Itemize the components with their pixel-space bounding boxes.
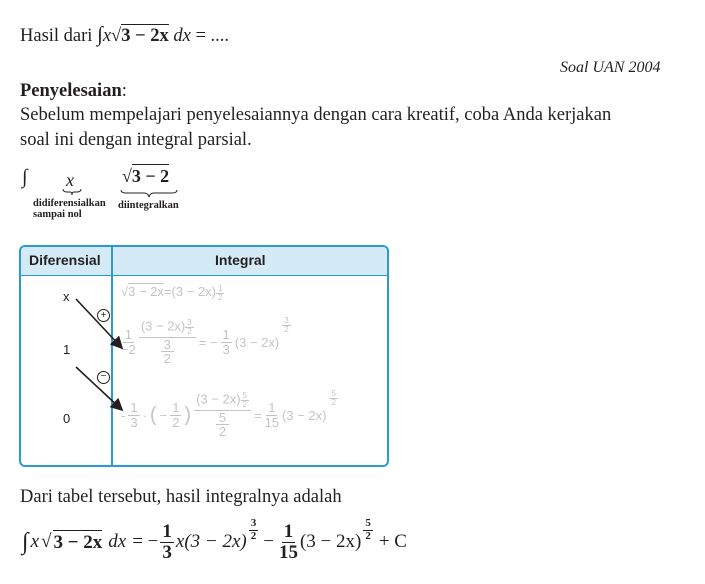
header-integral: Integral: [215, 252, 266, 268]
diff-value-1: 1: [63, 342, 71, 357]
int-row3: [121, 389, 338, 440]
dx: dx: [173, 26, 191, 46]
int-row3-b-den: 2: [172, 415, 180, 431]
problem-statement: [20, 22, 229, 48]
int-row3-tail-exp-num: 5: [331, 389, 336, 398]
int-row1-radicand: 3 − 2x: [128, 284, 164, 299]
int-row3-a: [128, 401, 139, 429]
partial-dv-radicand: 3 − 2: [131, 166, 170, 186]
final-t2-num: 1: [283, 521, 294, 542]
problem-suffix: = ....: [195, 26, 230, 46]
u-label-line2: sampai nol: [33, 209, 82, 220]
int-row2-inner-den-num: 3: [161, 338, 174, 353]
source-label: Soal UAN 2004: [560, 59, 661, 76]
int-row3-inner-den-num: 5: [216, 411, 229, 426]
int-row2-inner-den-den: 2: [163, 351, 171, 367]
final-t2-exp: [363, 518, 373, 542]
intro-line-2: soal ini dengan integral parsial.: [20, 130, 252, 150]
final-t2-den: 15: [278, 541, 298, 563]
dv-underbrace: [120, 189, 178, 198]
int-row3-inner-den: [216, 411, 229, 439]
int-row2-tail-exp-num: 3: [284, 316, 289, 325]
final-t1-coef: [160, 522, 174, 563]
int-row2-inner-exp-den: 2: [187, 327, 192, 337]
int-row1-eq: =(3 − 2x): [163, 284, 216, 299]
int-row2-tail-exp-den: 2: [284, 325, 289, 335]
int-row2-eq: = −: [198, 335, 218, 351]
int-row3-b: [170, 401, 181, 429]
final-integral-sign: ∫: [22, 528, 29, 555]
solution-colon: :: [121, 81, 127, 101]
final-t2-exp-den: 2: [365, 529, 371, 542]
partial-integral-sign: ∫: [22, 166, 28, 188]
int-row3-inner-exp-den: 2: [242, 400, 247, 410]
sqrt-symbol: √: [111, 26, 122, 46]
int-row3-inner-num-wrap: [194, 392, 251, 411]
final-t2-coef: [279, 522, 298, 563]
header-diferensial: Diferensial: [29, 252, 101, 268]
final-t1-body: x(3 − 2x): [175, 531, 247, 553]
int-row3-lparen: (: [149, 404, 157, 427]
final-sqrt-symbol: √: [41, 531, 52, 553]
final-radicand: 3 − 2x: [53, 532, 103, 554]
int-row3-a-den: 3: [130, 415, 138, 431]
int-row2-r-num: 1: [222, 327, 230, 343]
u-underbrace: [62, 188, 82, 196]
int-row2-inner-num-wrap: [139, 319, 196, 338]
int-row2: [121, 316, 291, 367]
int-row1-exp: [216, 285, 224, 303]
int-row3-result-coef: [265, 401, 279, 429]
int-row3-tail-exp-den: 2: [331, 398, 336, 408]
int-row3-r-den: 15: [264, 415, 280, 431]
final-t1-num: 1: [162, 521, 172, 542]
int-row3-tail-exp: [329, 390, 337, 408]
solution-heading-text: Penyelesaian: [20, 81, 122, 101]
int-row3-rparen: ): [184, 404, 192, 427]
int-row2-r-den: 3: [222, 342, 230, 358]
sign-plus-circle: +: [97, 309, 110, 322]
integral-sign: ∫: [97, 22, 103, 46]
final-t2-exp-num: 5: [365, 517, 371, 529]
int-row3-lead-minus: -: [121, 408, 126, 424]
int-row2-inner-exp-num: 3: [187, 318, 192, 327]
partial-u: x: [66, 170, 74, 190]
int-row2-inner-num: (3 − 2x): [140, 318, 186, 334]
int-row2-inner-den: [161, 338, 174, 366]
final-eq: = −: [132, 531, 159, 553]
int-row3-r-num: 1: [268, 400, 276, 416]
radicand: 3 − 2x: [121, 26, 169, 46]
int-row3-eq: =: [253, 408, 262, 424]
final-t1-exp-num: 3: [250, 517, 257, 529]
int-row3-inner-num: (3 − 2x): [196, 391, 241, 407]
arrow-plus: [76, 299, 121, 347]
partial-sqrt-symbol: √: [122, 166, 132, 186]
int-row3-a-num: 1: [130, 400, 138, 416]
int-row2-coef-num: 1: [124, 327, 133, 343]
int-row2-coef: [121, 328, 136, 356]
final-plus-c: + C: [378, 531, 407, 553]
var-x: x: [102, 26, 112, 46]
int-row1-exp-num: 1: [217, 283, 223, 293]
final-t1-den: 3: [162, 541, 172, 563]
u-label-line1: didiferensialkan: [33, 198, 106, 209]
int-row3-inner-exp: [241, 392, 249, 410]
int-row1-exp-den: 2: [217, 293, 223, 303]
int-row3-inner: [194, 392, 251, 439]
int-row3-b-sign: −: [159, 408, 168, 424]
diff-value-x: x: [63, 289, 70, 304]
sign-minus-circle: −: [97, 371, 110, 384]
int-row3-inner-den-den: 2: [218, 424, 227, 440]
integration-table: [19, 245, 389, 467]
final-var-x: x: [30, 531, 40, 553]
int-row1: [121, 284, 224, 302]
int-row2-tail-exp: [282, 317, 290, 335]
int-row2-inner-exp: [185, 319, 193, 337]
final-minus: −: [263, 531, 274, 553]
u-label: [33, 198, 106, 220]
dv-label: diintegralkan: [118, 200, 179, 211]
int-row1-sqrt: √: [121, 284, 129, 299]
solution-heading: [20, 79, 127, 103]
int-row3-tail: (3 − 2x): [282, 408, 327, 424]
final-t1-exp: [249, 518, 259, 542]
int-row2-coef-den: −2: [121, 342, 136, 358]
final-equation: [22, 517, 407, 563]
diff-value-0: 0: [63, 411, 71, 426]
problem-prefix: Hasil dari: [20, 26, 93, 46]
int-row3-b-num: 1: [172, 400, 180, 416]
int-row2-result-coef: [221, 328, 232, 356]
int-row2-tail: (3 − 2x): [234, 335, 280, 351]
partial-dv: [122, 166, 169, 187]
final-t1-exp-den: 2: [250, 529, 257, 542]
final-dx: dx: [108, 531, 127, 553]
conclusion-text: Dari tabel tersebut, hasil integralnya adalah: [20, 487, 342, 507]
int-row3-inner-exp-num: 5: [242, 391, 247, 400]
int-row3-dot: ·: [142, 408, 147, 424]
final-t2-body: (3 − 2x): [299, 531, 362, 553]
intro-line-1: Sebelum mempelajari penyelesaiannya dengan cara kreatif, coba Anda kerjakan: [20, 105, 612, 125]
int-row2-inner: [139, 319, 196, 366]
